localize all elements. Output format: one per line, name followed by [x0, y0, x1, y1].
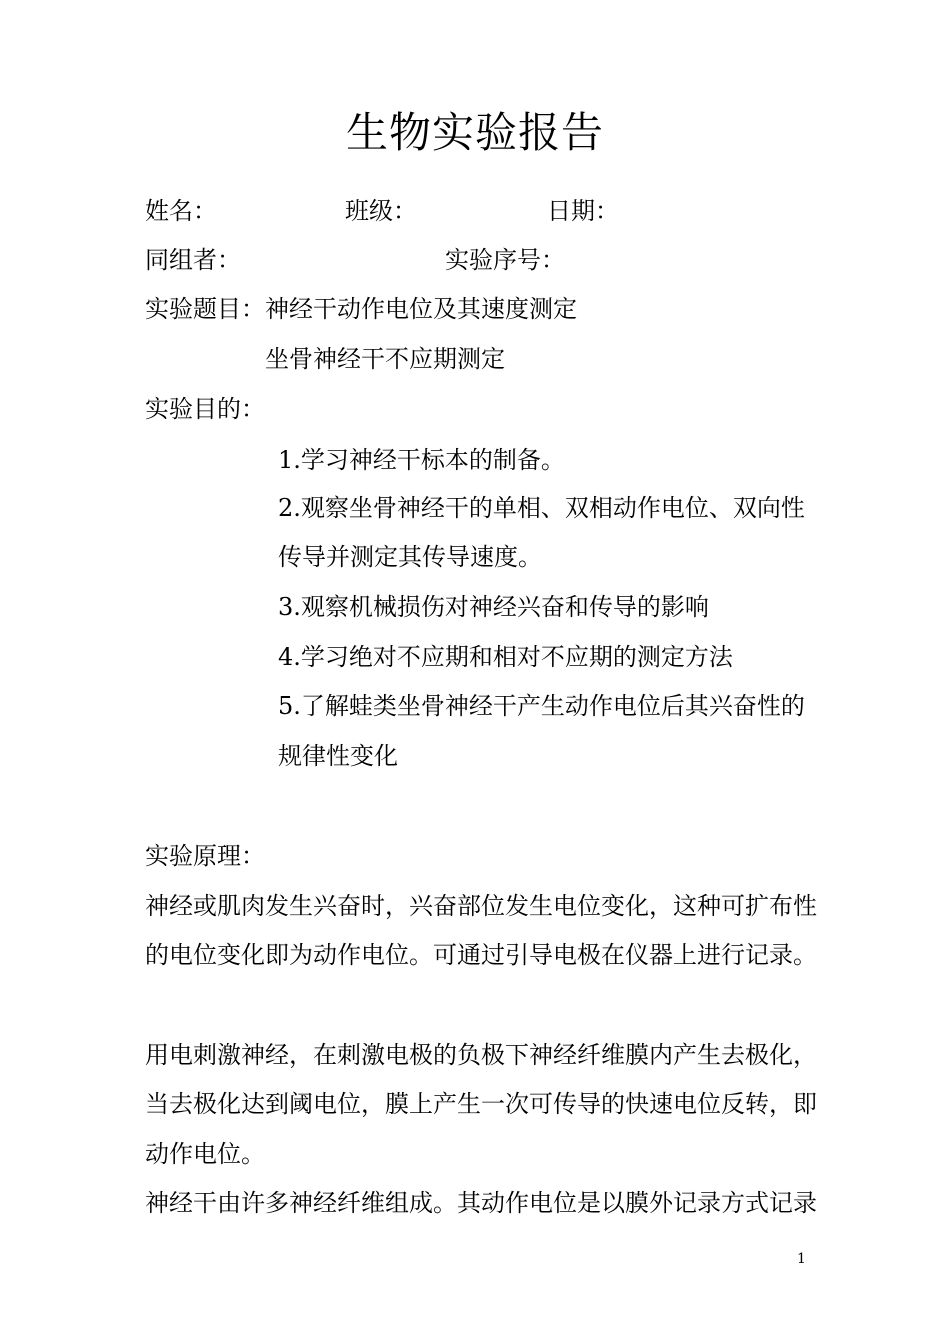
principle-line: 的电位变化即为动作电位。可通过引导电极在仪器上进行记录。 [145, 941, 817, 969]
date-label: 日期： [547, 197, 619, 225]
principle-line: 用电刺激神经，在刺激电极的负极下神经纤维膜内产生去极化， [145, 1041, 817, 1069]
class-label: 班级： [345, 197, 417, 225]
principle-line: 当去极化达到阈电位，膜上产生一次可传导的快速电位反转，即 [145, 1090, 817, 1118]
purpose-item: 传导并测定其传导速度。 [278, 543, 542, 571]
principle-line: 神经干由许多神经纤维组成。其动作电位是以膜外记录方式记录 [145, 1189, 817, 1217]
page-number: 1 [797, 1251, 806, 1267]
purpose-item: 1.学习神经干标本的制备。 [278, 446, 565, 474]
principle-line: 动作电位。 [145, 1140, 265, 1168]
principle-line: 神经或肌肉发生兴奋时，兴奋部位发生电位变化，这种可扩布性 [145, 892, 817, 920]
name-label: 姓名： [145, 197, 217, 225]
principle-label: 实验原理： [145, 842, 265, 870]
purpose-item: 4.学习绝对不应期和相对不应期的测定方法 [278, 643, 733, 671]
topic-label: 实验题目： [145, 295, 265, 323]
group-label: 同组者： [145, 246, 241, 274]
document-title: 生物实验报告 [345, 108, 604, 157]
purpose-item: 规律性变化 [278, 742, 398, 770]
purpose-item: 5.了解蛙类坐骨神经干产生动作电位后其兴奋性的 [278, 692, 805, 720]
topic-line-1: 神经干动作电位及其速度测定 [265, 295, 577, 323]
purpose-item: 2.观察坐骨神经干的单相、双相动作电位、双向性 [278, 494, 805, 522]
purpose-item: 3.观察机械损伤对神经兴奋和传导的影响 [278, 593, 709, 621]
purpose-label: 实验目的： [145, 395, 265, 423]
topic-line-2: 坐骨神经干不应期测定 [265, 345, 505, 373]
serial-label: 实验序号： [445, 246, 565, 274]
